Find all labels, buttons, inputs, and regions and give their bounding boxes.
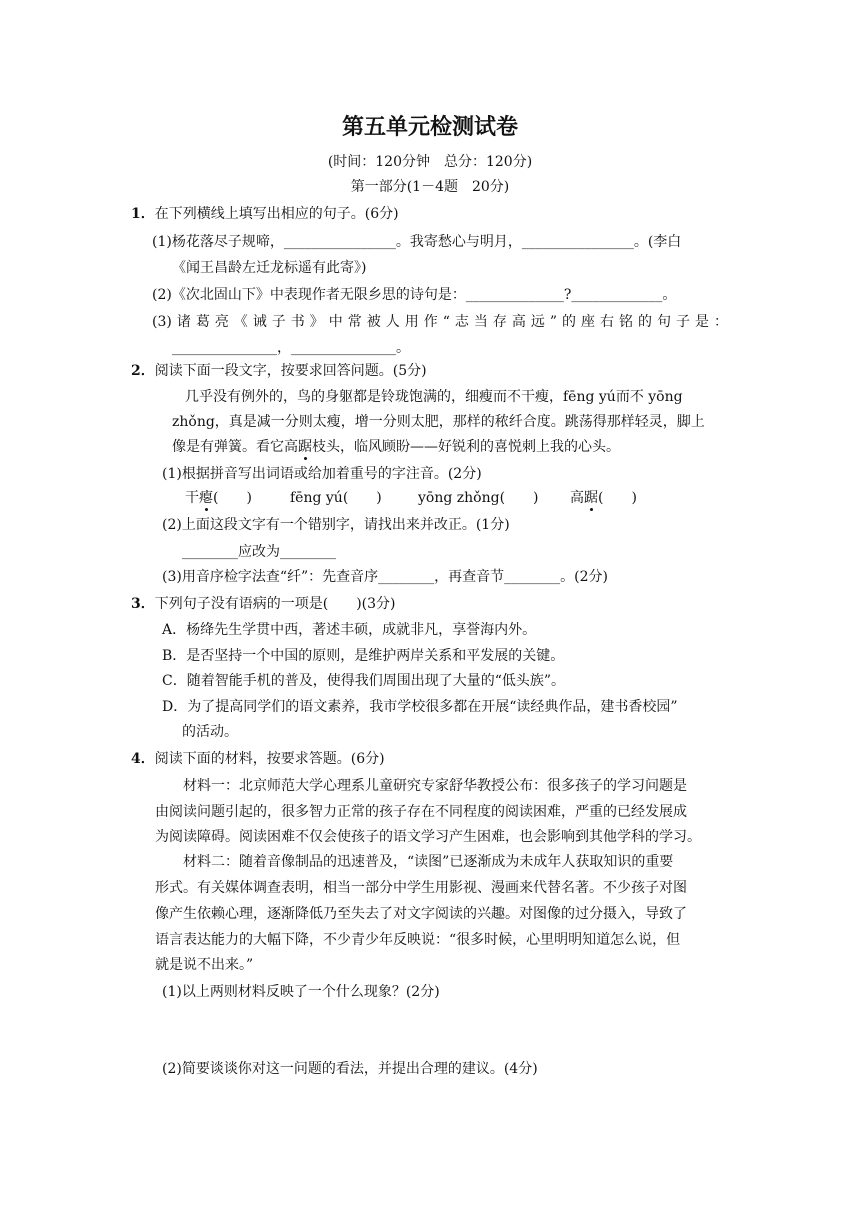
exam-meta: (时间：120分钟 总分：120分) bbox=[327, 154, 533, 170]
word-text: 高 bbox=[570, 490, 584, 506]
q4-material-2-line-4: 语言表达能力的大幅下降，不少青少年反映说：“很多时候，心里明明知道怎么说，但 bbox=[155, 932, 681, 948]
q1-line-2: 《闻王昌龄左迁龙标遥有此寄》) bbox=[172, 260, 367, 276]
question-text: 下列句子没有语病的一项是( )(3分) bbox=[154, 596, 396, 612]
question-3 bbox=[131, 594, 396, 614]
q4-material-2-line-1: 材料二：随着音像制品的迅速普及，“读图”已逐渐成为未成年人获取知识的重要 bbox=[183, 854, 674, 870]
q1-line-5: _______________，_______________。 bbox=[172, 340, 410, 356]
part-heading: 第一部分(1－4题 20分) bbox=[350, 179, 510, 195]
q2-passage-line-2: zhǒng，真是减一分则太瘦，增一分则太肥，那样的秾纤合度。跳荡得那样轻灵，脚上 bbox=[172, 414, 705, 430]
emphasized-char: 踞 bbox=[298, 439, 312, 455]
q2-word-3: yōng zhǒng( ) bbox=[418, 490, 539, 506]
q4-material-2-line-5: 就是说不出来。” bbox=[155, 957, 254, 973]
q2-sub-2: (2)上面这段文字有一个错别字，请找出来并改正。(1分) bbox=[162, 517, 510, 533]
page-title: 第五单元检测试卷 bbox=[341, 114, 518, 140]
passage-text: 枝头，临风顾盼——好锐利的喜悦刺上我的心头。 bbox=[312, 439, 620, 455]
question-text: 在下列横线上填写出相应的句子。(6分) bbox=[154, 206, 399, 222]
q2-word-4 bbox=[570, 488, 637, 508]
q2-passage-line-3 bbox=[172, 437, 620, 457]
q2-sub-3: (3)用音序检字法查“纤”：先查音序________，再查音节________。(2分) bbox=[162, 569, 608, 585]
answer-bracket: ( ) bbox=[213, 490, 252, 506]
q2-sub-2-answer: ________应改为________ bbox=[182, 544, 336, 560]
question-2 bbox=[131, 361, 427, 381]
passage-text: 像是有弹簧。看它高 bbox=[172, 439, 298, 455]
q4-material-2-line-2: 形式。有关媒体调查表明，相当一部分中学生用影视、漫画来代替名著。不少孩子对图 bbox=[155, 880, 687, 896]
q1-line-4: (3)诸葛亮《诫子书》中常被人用作“志当存高远”的座右铭的句子是： bbox=[152, 314, 728, 330]
q2-word-2: fēng yú( ) bbox=[290, 490, 382, 506]
question-text: 阅读下面的材料，按要求答题。(6分) bbox=[154, 751, 385, 767]
q4-sub-2: (2)简要谈谈你对这一问题的看法，并提出合理的建议。(4分) bbox=[162, 1061, 538, 1077]
question-text: 阅读下面一段文字，按要求回答问题。(5分) bbox=[154, 363, 427, 379]
question-number: 1． bbox=[131, 206, 155, 222]
q1-line-3: (2)《次北固山下》中表现作者无限乡思的诗句是：______________?_____________。 bbox=[152, 287, 677, 303]
q3-option-c: C．随着智能手机的普及，使得我们周围出现了大量的“低头族”。 bbox=[162, 673, 566, 689]
q3-option-a: A．杨绛先生学贯中西，著述丰硕，成就非凡，享誉海内外。 bbox=[162, 622, 537, 638]
answer-bracket: ( ) bbox=[598, 490, 637, 506]
question-number: 2． bbox=[131, 363, 155, 379]
emphasized-char: 瘪 bbox=[199, 490, 213, 506]
q3-option-d-cont: 的活动。 bbox=[182, 724, 238, 740]
emphasized-char: 踞 bbox=[584, 490, 598, 506]
q4-material-1-line-1: 材料一：北京师范大学心理系儿童研究专家舒华教授公布：很多孩子的学习问题是 bbox=[183, 778, 687, 794]
q3-option-d: D．为了提高同学们的语文素养，我市学校很多都在开展“读经典作品，建书香校园” bbox=[162, 699, 678, 715]
question-number: 4． bbox=[131, 751, 155, 767]
q4-material-2-line-3: 像产生依赖心理，逐渐降低乃至失去了对文字阅读的兴趣。对图像的过分摄入，导致了 bbox=[155, 906, 687, 922]
q2-passage-line-1: 几乎没有例外的，鸟的身躯都是铃珑饱满的，细瘦而不干瘦，fēng yú而不 yōng bbox=[185, 389, 683, 405]
q2-word-1 bbox=[185, 488, 252, 508]
question-number: 3． bbox=[131, 596, 155, 612]
q4-material-1-line-3: 为阅读障碍。阅读困难不仅会使孩子的语文学习产生困难，也会影响到其他学科的学习。 bbox=[155, 829, 701, 845]
q4-material-1-line-2: 由阅读问题引起的，很多智力正常的孩子存在不同程度的阅读困难，严重的已经发展成 bbox=[155, 804, 687, 820]
question-1 bbox=[131, 204, 399, 224]
q3-option-b: B．是否坚持一个中国的原则，是维护两岸关系和平发展的关键。 bbox=[162, 648, 565, 664]
question-4 bbox=[131, 749, 385, 769]
q2-sub-1: (1)根据拼音写出词语或给加着重号的字注音。(2分) bbox=[162, 466, 482, 482]
q4-sub-1: (1)以上两则材料反映了一个什么现象？(2分) bbox=[162, 984, 440, 1000]
word-text: 干 bbox=[185, 490, 199, 506]
q1-line-1: (1)杨花落尽子规啼，________________。我寄愁心与明月，________________。(李白 bbox=[152, 234, 682, 250]
